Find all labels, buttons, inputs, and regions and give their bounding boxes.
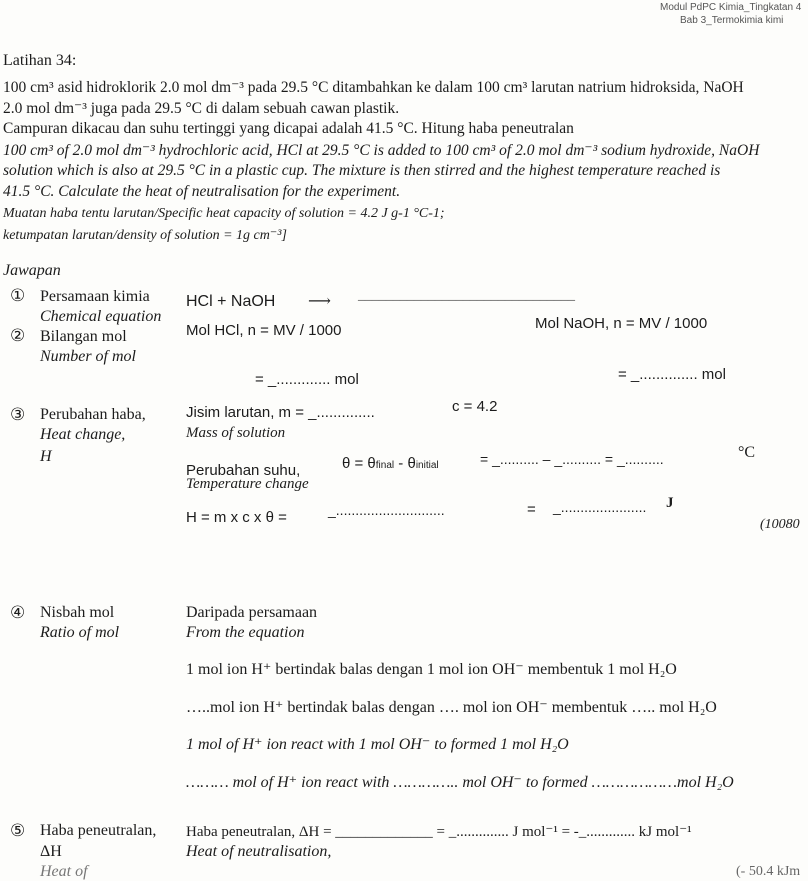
step5-label: Haba peneutralan, [40, 822, 157, 839]
heat-unit: J [666, 495, 674, 511]
chemical-equation: HCl + NaOH [186, 293, 276, 310]
question-en-line3: 41.5 °C. Calculate the heat of neutralisation for the experiment. [3, 183, 401, 200]
chapter-header: Bab 3_Termokimia kimi [680, 15, 784, 26]
module-header: Modul PdPC Kimia_Tingkatan 4 [660, 2, 802, 13]
mol-hcl-result: = _............. mol [255, 371, 359, 388]
neutralisation-formula: Haba peneutralan, ΔH = _____________ = _.............. J mol⁻¹ = -_............. kJ mol⁻¹ [186, 824, 692, 840]
theta-final-sub: final [375, 460, 395, 471]
question-en-line2: solution which is also at 29.5 °C in a plastic cup. The mixture is then stirred and the highest temperature reached is [3, 162, 721, 179]
theta-formula [342, 455, 439, 472]
theta-formula-a: θ = θ [342, 455, 376, 472]
given-heat-capacity: Muatan haba tentu larutan/Specific heat capacity of solution = 4.2 J g-1 °C-1; [3, 206, 445, 221]
heat-blank-2: _...................... [553, 499, 647, 515]
step1-number: ① [10, 286, 26, 305]
degree-celsius: °C [738, 444, 756, 461]
answer-title: Jawapan [3, 262, 61, 279]
mol-naoh-formula: Mol NaOH, n = MV / 1000 [535, 315, 708, 332]
temp-change-label: Perubahan suhu, [186, 462, 301, 479]
neutralisation-answer-note: (- 50.4 kJm [736, 864, 801, 879]
theta-initial-sub: initial [415, 460, 439, 471]
temp-change-label-en: Temperature change [186, 476, 309, 492]
ratio-bm-line1: 1 mol ion H⁺ bertindak balas dengan 1 mol ion OH⁻ membentuk 1 mol H₂O [186, 661, 677, 678]
exercise-title: Latihan 34: [3, 52, 77, 69]
given-density: ketumpatan larutan/density of solution = 1g cm⁻³] [3, 228, 287, 243]
step4-number: ④ [10, 603, 26, 622]
theta-formula-b: - θ [394, 455, 416, 472]
step4-label-en: Ratio of mol [40, 624, 120, 641]
step2-number: ② [10, 326, 26, 345]
question-en-line1: 100 cm³ of 2.0 mol dm⁻³ hydrochloric acid, HCl at 29.5 °C is added to 100 cm³ of 2.0 mol dm⁻³ sodium hydroxide, NaOH [3, 142, 760, 159]
step1-label: Persamaan kimia [40, 288, 150, 305]
neutralisation-formula-en: Heat of neutralisation, [186, 843, 332, 860]
step2-label: Bilangan mol [40, 328, 127, 345]
reaction-arrow: ⟶ [308, 293, 331, 310]
from-equation-en: From the equation [186, 624, 305, 641]
step3-label: Perubahan haba, [40, 406, 146, 423]
question-bm-line3: Campuran dikacau dan suhu tertinggi yang dicapai adalah 41.5 °C. Hitung haba peneutralan [3, 120, 574, 137]
ratio-en-line2: ……… mol of H⁺ ion react with ………….. mol OH⁻ to formed ………………mol H₂O [186, 774, 734, 791]
step5-number: ⑤ [10, 821, 26, 840]
step4-label: Nisbah mol [40, 604, 115, 621]
step3-number: ③ [10, 405, 26, 424]
heat-blank: _............................ [328, 502, 445, 518]
from-equation: Daripada persamaan [186, 604, 318, 621]
step1-label-en: Chemical equation [40, 308, 162, 325]
question-bm-line2: 2.0 mol dm⁻³ juga pada 29.5 °C di dalam sebuah cawan plastik. [3, 100, 400, 117]
step5-cut-label: Heat of [40, 863, 88, 880]
heat-equals: = [527, 501, 536, 518]
specific-heat-c: c = 4.2 [452, 398, 498, 415]
solution-mass: Jisim larutan, m = _.............. [186, 404, 375, 421]
heat-formula: H = m x c x θ = [186, 509, 287, 526]
question-bm-line1: 100 cm³ asid hidroklorik 2.0 mol dm⁻³ pada 29.5 °C ditambahkan ke dalam 100 cm³ larutan natrium hidroksida, NaOH [3, 79, 744, 96]
step2-label-en: Number of mol [40, 348, 136, 365]
mol-hcl-formula: Mol HCl, n = MV / 1000 [186, 322, 342, 339]
heat-answer-note: (10080 [760, 517, 800, 532]
mol-naoh-result: = _.............. mol [618, 366, 726, 383]
products-blank: _______________________________ [358, 288, 575, 303]
solution-mass-en: Mass of solution [186, 425, 286, 441]
theta-blanks: = _.......... – _.......... = _.......... [480, 451, 664, 467]
step3-symbol: H [40, 448, 52, 465]
ratio-bm-line2: …..mol ion H⁺ bertindak balas dengan …. mol ion OH⁻ membentuk ….. mol H₂O [186, 699, 717, 716]
step3-label-en: Heat change, [40, 426, 126, 443]
step5-symbol: ΔH [40, 843, 62, 860]
ratio-en-line1: 1 mol of H⁺ ion react with 1 mol OH⁻ to formed 1 mol H₂O [186, 736, 569, 753]
